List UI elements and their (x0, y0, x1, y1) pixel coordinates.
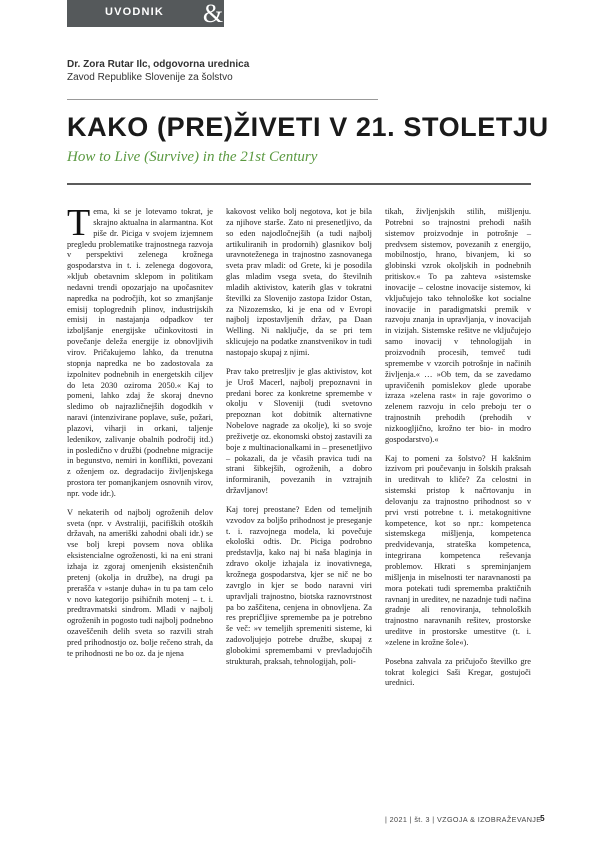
body-column-2 (226, 207, 372, 676)
paragraph: Posebna zahvala za pričujočo številko gre tokrat kolegici Saši Kregar, gostujoči urednici. (385, 656, 531, 688)
author-block (67, 58, 249, 84)
article-subtitle: How to Live (Survive) in the 21st Century (67, 149, 318, 165)
body-column-1 (67, 202, 213, 668)
ampersand-logo: & (202, 0, 224, 28)
paragraph: Kaj to pomeni za šolstvo? H kakšnim izzivom pri poučevanju in šolskih praksah in ureditvah to kliče? Za celostni in sistemski pristop k načrtovanju in delovanju za trajnostno prihodnost so v prvi vrsti potrebne t. i. metakognitivne kompetence, kot so npr.: kompetenca sistemskega mišljenja, kompetenca predvidevanja, strateška kompetenca, integrirana kompetenca reševanja problemov. Hkrati s spreminjanjem mišljenja in miselnosti ter naravnanosti pa mora potekati tudi sprememba praktičnih ravnanj in ureditev, ne nazadnje tudi načina gradnje ali renoviranja, tehnoloških trajnostno naravnanih rešitev, prostorske ureditve in prostorske umestitve (t. i. »zelene in krožne šole«). (385, 453, 531, 647)
divider-short (67, 99, 378, 100)
author-name: Dr. Zora Rutar Ilc, odgovorna urednica (67, 59, 250, 70)
paragraph: kakovost veliko bolj negotova, kot je bila za njihove starše. Zato ni presenetljivo, da so eden najodločnejših (a tudi najbolj artikuliranih in prodornih) glasnikov bolj uravnoteženega in trajnostno zasnovanega sveta prav mladi: od Grete, ki je posodila glas mladim vsega sveta, do številnih mladih aktivistov, katerih glas v tokratni številki za Slovenijo zastopa Izidor Ostan, za Nizozemsko, ki je ena od v Evropi najbolj izpostavljenih držav, pa Daan Welling. Ni naključje, da se pri tem sklicujejo na podatke znanstvenikov in tudi nastopajo skupaj z njimi. (226, 207, 372, 357)
paragraph (67, 202, 213, 500)
page-footer (385, 814, 545, 824)
drop-cap: T (67, 202, 91, 244)
section-label: UVODNIK (104, 6, 165, 18)
section-header-bar (67, 0, 202, 27)
divider-long (67, 183, 531, 185)
paragraph: Kaj torej preostane? Eden od temeljnih vzvodov za boljšo prihodnost je preseganje t. i. razvojnega modela, ki povečuje ekološki odtis. Dr. Piciga podrobno predstavlja, kako naj bi naša blaginja in zdravo okolje izhajala iz inovativnega, krožnega gospodarstva, kjer se nič ne bo zavrglo in kjer se bodo naravni viri upravljali trajnostno, biotska raznovrstnost pa bo zaščitena, cenjena in obnovljena. Za res prepričljive spremembe pa je potrebno še več: »v temeljih spremeniti sisteme, ki zadovoljujejo potrebe družbe, skupaj z globokimi spremembami v prevladujočih strukturah, praksah, tehnologijah, poli- (226, 504, 372, 666)
page-number: 5 (540, 814, 545, 823)
paragraph: V nekaterih od najbolj ogroženih delov sveta (npr. v Avstraliji, pacifiških otoških državah, na ameriški zahodni obali idr.) se vse bolj krepi povsem nova oblika eksistencialne ogroženosti, ki na eni strani izhaja iz zgoraj omenjenih eksistenčnih pretenj (okolja in družbe), na drugi pa prerašča v »stanje duha« in tu pa tam celo v novo kategorijo psihičnih motenj – t. i. predtravmatski sindrom. Mladi v najbolj ogroženih in pogosto tudi najbolj podnebno ozaveščenih delih sveta so razvili strah pred prihodnostjo oz. bolje rečeno strah, da te prihodnosti ne bo oz. da je njena (67, 507, 213, 658)
paragraph-text: ema, ki se je lotevamo tokrat, je skrajno aktualna in alarmantna. Kot piše dr. Piciga v svojem izjemnem pregledu problematike trajnostnega razvoja v perspektivi zelenega krožnega gospodarstva in t. i. zelenega dogovora, »kljub obetavnim sklepom in politikam nedavni trendi opozarjajo na upočasnitev napredka na področjih, kot so zmanjšanje emisij toplogrednih plinov, industrijskih emisij in nastajanja odpadkov ter izboljšanje energijske učinkovitosti in povečanje deleža energije iz obnovljivih virov. Pričakujemo lahko, da trenutna stopnja napredka ne bo zadostovala za izpolnitev podnebnih in energetskih ciljev do leta 2030 oziroma 2050.« Kaj to pomeni, lahko zdaj že skoraj dnevno sledimo ob najrazličnejših dogodkih v naravi (intenzivirane poplave, suše, požari, plazovi, viharji in orkani, taljenje ledenikov, zalivanje obalnih področij itd.) in posledično v družbi (podnebne migracije in begunstvo, nemiri in konflikti, povezani z oženjem oz. degradacijo življenjskega prostora ter pomanjkanjem osnovnih virov, npr. vode idr.). (67, 207, 213, 498)
paragraph: Prav tako pretresljiv je glas aktivistov, kot je Uroš Macerl, najbolj prepoznavni in predani borec za konkretne spremembe v okolju v Sloveniji (tudi svetovno prepoznan kot dobitnik alternativne Nobelove nagrade za okolje), ki so svoje preživetje oz. ekonomski obstoj zastavili za boje z multinacionalkami in – presenetljivo – pokazali, da je včasih pravica tudi na strani šibkejših, ogroženih, a dobro informiranih, povezanih in vztrajnih državljanov! (226, 366, 372, 496)
footer-publication: | 2021 | št. 3 | VZGOJA & IZOBRAŽEVANJE (385, 815, 542, 824)
author-affiliation: Zavod Republike Slovenije za šolstvo (67, 72, 233, 83)
body-column-3 (385, 207, 531, 697)
article-title: KAKO (PRE)ŽIVETI V 21. STOLETJU (67, 112, 549, 142)
paragraph: tikah, življenjskih stilih, mišljenju. Potrebni so trajnostni prehodi naših sistemov proizvodnje in potrošnje – predvsem sistemov, povezanih z energijo, mobilnostjo, hrano, bivanjem, ki so globinski vzrok okoljskih in podnebnih pritiskov.« To pa zahteva »sistemske inovacije – celostne inovacije sistemov, ki vključujejo tako tehnološke kot socialne inovacije in paradigmatski premik v razvoju znanja in upravljanja, v inovacijah in vizijah. Sistemske rešitve ne vključujejo samo inovacij v tehnologijah in proizvodnih procesih, temveč tudi spremembe v vzorcih potrošnje in načinih življenja.« … »Ob tem, da se zavedamo upravičenih pomislekov glede uporabe izraza »zelena rast« in raje govorimo o zelenem razvoju in celo preboju ter o trajnostnih prehodih (prehodih v nizkoogljično, krožno ter bio- in modro gospodarstvo).« (385, 207, 531, 444)
